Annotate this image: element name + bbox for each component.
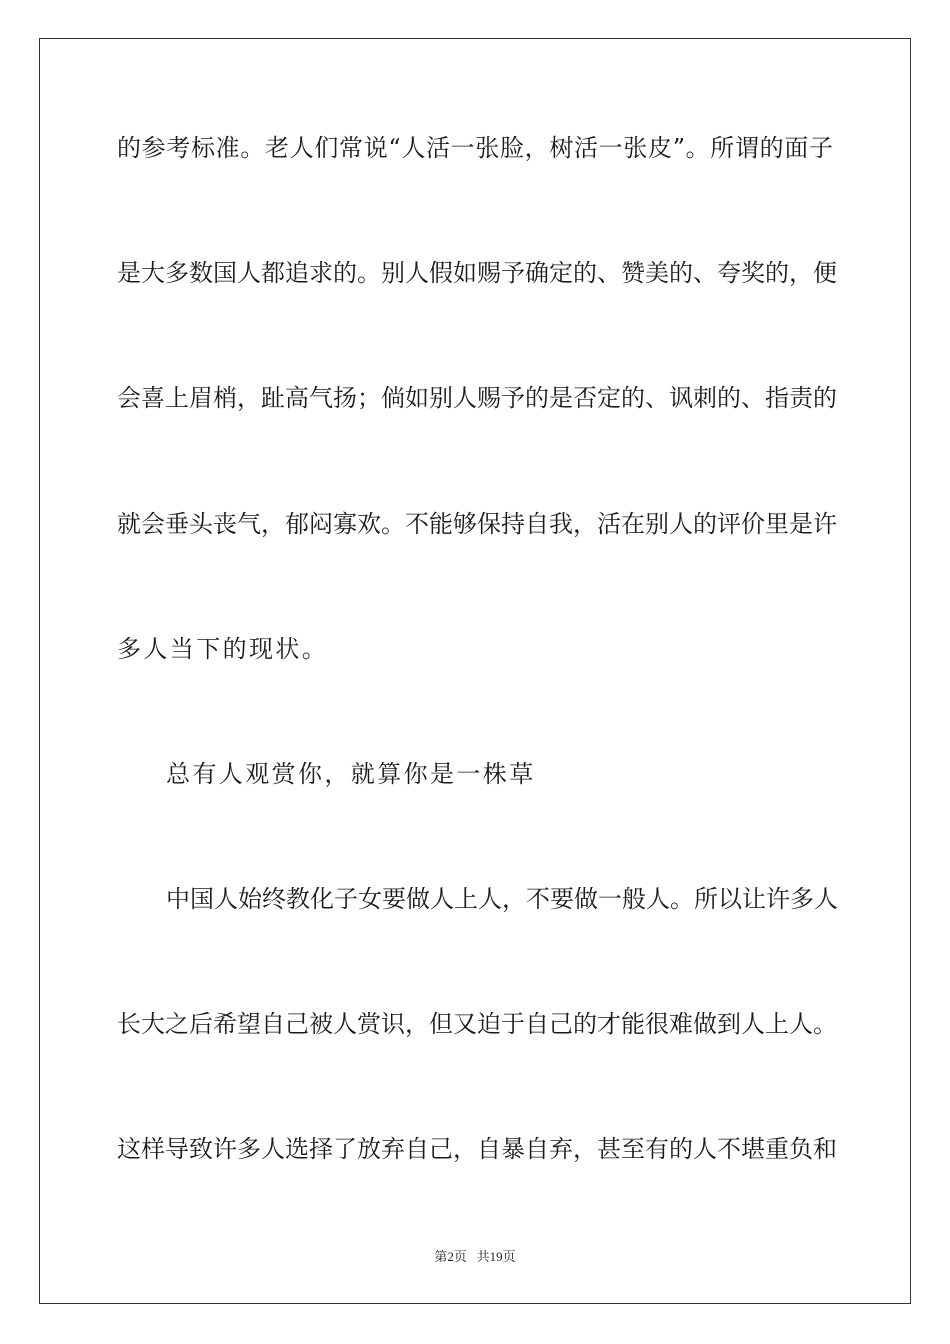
page-number: 第2页 — [434, 1249, 467, 1264]
body-text-line-2: 是大多数国人都追求的。别人假如赐予确定的、赞美的、夸奖的，便 — [117, 259, 837, 287]
body-text-line-4: 就会垂头丧气，郁闷寡欢。不能够保持自我，活在别人的评价里是许 — [117, 510, 837, 538]
total-pages: 共19页 — [476, 1249, 516, 1264]
body-text-line-1: 的参考标准。老人们常说“人活一张脸，树活一张皮”。所谓的面子 — [117, 134, 833, 162]
body-text-line-7: 中国人始终教化子女要做人上人，不要做一般人。所以让许多人 — [166, 885, 838, 913]
body-text-line-5: 多人当下的现状。 — [117, 635, 329, 663]
page-border — [39, 38, 911, 1304]
body-text-line-8: 长大之后希望自己被人赏识，但又迫于自己的才能很难做到人上人。 — [117, 1010, 837, 1038]
page-footer — [0, 1248, 950, 1266]
body-text-line-3: 会喜上眉梢，趾高气扬；倘如别人赐予的是否定的、讽刺的、指责的 — [117, 384, 837, 412]
section-heading: 总有人观赏你，就算你是一株草 — [166, 760, 536, 788]
body-text-line-9: 这样导致许多人选择了放弃自己，自暴自弃，甚至有的人不堪重负和 — [117, 1135, 837, 1163]
